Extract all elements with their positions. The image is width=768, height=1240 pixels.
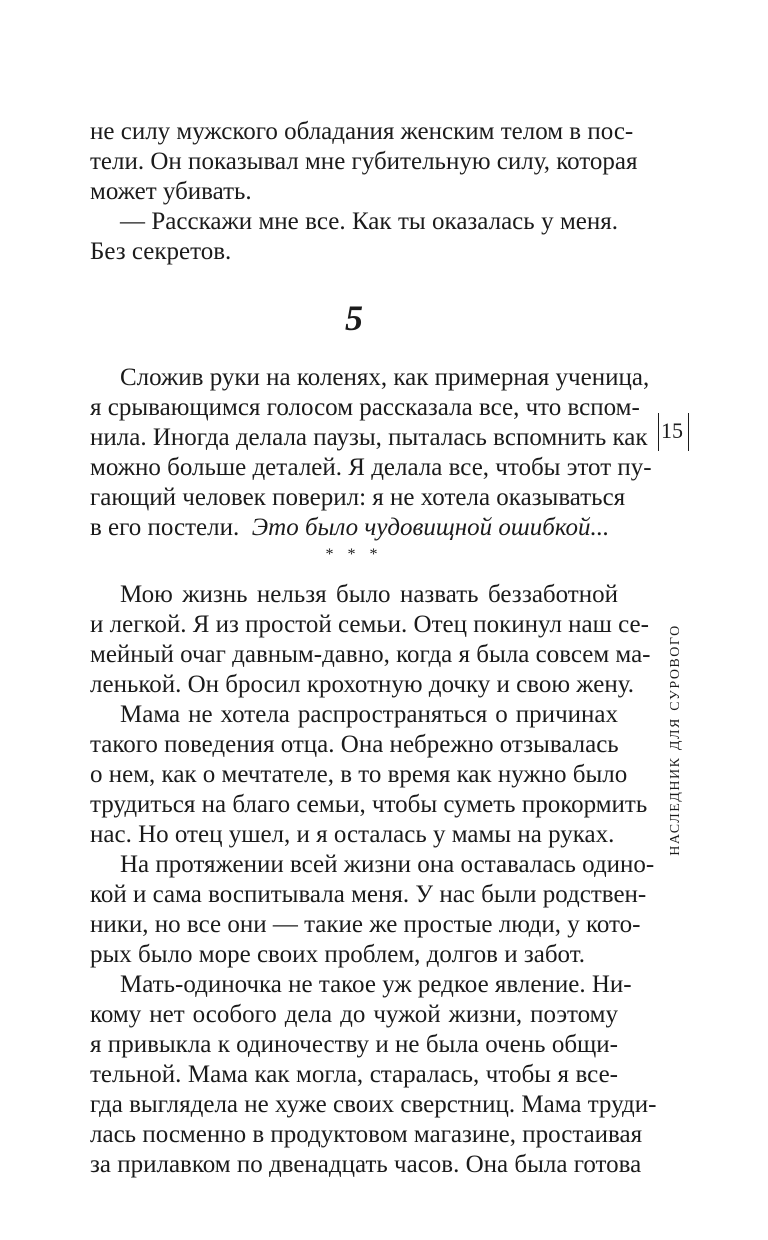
text-line: лась посменно в продуктовом магазине, простаивая (90, 1121, 643, 1148)
text-line: и легкой. Я из простой семьи. Отец покинул наш се- (90, 611, 649, 638)
scene-break: * * * (325, 546, 383, 563)
text-line: я привыкла к одиночеству и не была очень общи- (90, 1031, 618, 1058)
text-line: нила. Иногда делала паузы, пыталась вспомнить как (90, 424, 648, 451)
page-number: 15 (661, 418, 683, 443)
text-line: трудиться на благо семьи, чтобы суметь прокормить (90, 791, 648, 818)
text-line: — Расскажи мне все. Как ты оказалась у меня. (120, 208, 618, 235)
page-number-rule-right (688, 413, 689, 451)
text-line: На протяжении всей жизни она оставалась одино- (120, 851, 655, 878)
text-line: гающий человек поверил: я не хотела оказываться (90, 484, 626, 511)
text-line: кому нет особого дела до чужой жизни, поэтому (90, 1001, 618, 1028)
text-line: тельной. Мама как могла, старалась, чтобы я все- (90, 1061, 618, 1088)
paragraph-block-intro (90, 117, 638, 267)
running-title-text: наследник для сурового (662, 624, 684, 856)
text-line: кой и сама воспитывала меня. У нас были родствен- (90, 881, 647, 908)
chapter-number: 5 (345, 298, 363, 338)
text-line: Мать-одиночка не такое уж редкое явление. Ни- (120, 971, 632, 998)
paragraph-block-main (90, 580, 657, 1180)
text-line: тели. Он показывал мне губительную силу, которая (90, 148, 638, 175)
text-line: Без секретов. (90, 238, 232, 265)
text-line: Мама не хотела распространяться о причинах (120, 701, 618, 728)
text-fragment: в его постели. (90, 514, 240, 541)
text-line: нас. Но отец ушел, и я осталась у мамы на руках. (90, 821, 615, 848)
text-line: мейный очаг давным-давно, когда я была совсем ма- (90, 641, 651, 668)
text-line: не силу мужского обладания женским телом в пос- (90, 118, 634, 145)
paragraph-block-chapter-open (90, 363, 652, 543)
text-line: такого поведения отца. Она небрежно отзывалась (90, 731, 619, 758)
text-line: можно больше деталей. Я делала все, чтобы этот пу- (90, 454, 652, 481)
text-line: может убивать. (90, 178, 252, 205)
text-line: Мою жизнь нельзя было назвать беззаботной (120, 581, 618, 608)
text-line: рых было море своих проблем, долгов и забот. (90, 941, 586, 968)
text-line: ленькой. Он бросил крохотную дочку и свою жену. (90, 671, 634, 698)
text-line: Сложив руки на коленях, как примерная ученица, (120, 364, 650, 391)
text-line: за прилавком по двенадцать часов. Она была готова (90, 1151, 642, 1178)
text-line: ники, но все они — такие же простые люди, у кото- (90, 911, 641, 938)
text-line (90, 513, 618, 543)
text-line: гда выглядела не хуже своих сверстниц. Мама труди- (90, 1091, 657, 1118)
italic-text-fragment: Это было чудовищной ошибкой... (251, 514, 610, 541)
text-line: о нем, как о мечтателе, в то время как нужно было (90, 761, 628, 788)
text-line: я срывающимся голосом рассказала все, что вспом- (90, 394, 640, 421)
